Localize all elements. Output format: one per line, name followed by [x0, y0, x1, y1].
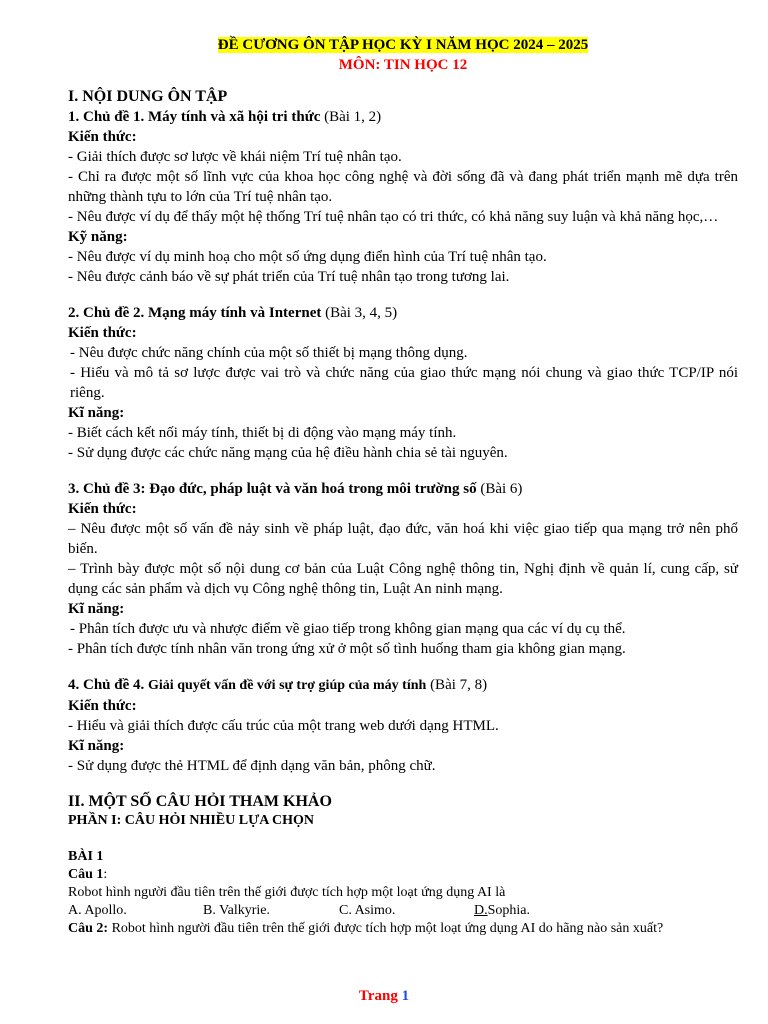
topic-title: 1. Chủ đề 1. Máy tính và xã hội tri thức (Bài 1, 2) [68, 109, 382, 125]
list-item: - Nêu được ví dụ để thấy một hệ thống Trí tuệ nhân tạo có tri thức, có khả năng suy luận và khả năng học,… [68, 209, 719, 225]
part-heading: PHẦN I: CÂU HỎI NHIỀU LỰA CHỌN [68, 813, 315, 828]
list-item: - Nêu được cảnh báo về sự phát triển của Trí tuệ nhân tạo trong tương lai. [68, 269, 510, 285]
list-item: – Trình bày được một số nội dung cơ bản của Luật Công nghệ thông tin, Nghị định về quản lí, cung cấp, sử dụng các sản phẩm và dịch vụ Công nghệ thông tin, Luật An ninh mạng. [68, 561, 738, 597]
list-item: - Phân tích được tính nhân văn trong ứng xử ở một số tình huống tham gia không gian mạng. [68, 641, 626, 657]
list-item: - Giải thích được sơ lược về khái niệm Trí tuệ nhân tạo. [68, 149, 402, 165]
skills-label: Kỹ năng: [68, 229, 128, 245]
question-1-label: Câu 1: [68, 867, 108, 882]
knowledge-label: Kiến thức: [68, 501, 137, 517]
document-content [68, 35, 738, 938]
lesson-heading: BÀI 1 [68, 849, 104, 864]
section-heading-content: I. NỘI DUNG ÔN TẬP [68, 88, 228, 105]
skills-label: Kĩ năng: [68, 405, 125, 421]
page-label: Trang [358, 988, 398, 1004]
list-item: - Hiểu và giải thích được cấu trúc của một trang web dưới dạng HTML. [68, 718, 499, 734]
list-item: - Chỉ ra được một số lĩnh vực của khoa học công nghệ và đời sống đã và đang phát triển mạnh mẽ dựa trên những thành tựu to lớn của Trí tuệ nhân tạo. [68, 169, 738, 205]
list-item: - Nêu được ví dụ minh hoạ cho một số ứng dụng điển hình của Trí tuệ nhân tạo. [68, 249, 547, 265]
list-item: – Nêu được một số vấn đề nảy sinh về pháp luật, đạo đức, văn hoá khi việc giao tiếp qua mạng trở nên phổ biến. [68, 521, 738, 557]
topic-title: 4. Chủ đề 4. Giải quyết vấn đề với sự trợ giúp của máy tính (Bài 7, 8) [68, 677, 488, 693]
topic-title: 2. Chủ đề 2. Mạng máy tính và Internet (Bài 3, 4, 5) [68, 305, 398, 321]
list-item: - Phân tích được ưu và nhược điểm về giao tiếp trong không gian mạng qua các ví dụ cụ thể. [70, 621, 626, 637]
list-item: - Nêu được chức năng chính của một số thiết bị mạng thông dụng. [70, 345, 468, 361]
topic-3 [68, 479, 738, 659]
document-title: ĐỀ CƯƠNG ÔN TẬP HỌC KỲ I NĂM HỌC 2024 – 2025 [217, 37, 589, 53]
question-2: Câu 2: Robot hình người đầu tiên trên thế giới được tích hợp một loạt ứng dụng AI do hãng nào sản xuất? [68, 921, 664, 936]
option-c: C. Asimo. [339, 903, 396, 918]
knowledge-label: Kiến thức: [68, 129, 137, 145]
list-item: - Biết cách kết nối máy tính, thiết bị di động vào mạng máy tính. [68, 425, 457, 441]
section-heading-questions: II. MỘT SỐ CÂU HỎI THAM KHẢO [68, 793, 332, 810]
skills-label: Kĩ năng: [68, 601, 125, 617]
document-subtitle: MÔN: TIN HỌC 12 [338, 57, 468, 73]
topic-1 [68, 107, 738, 287]
topic-2 [68, 303, 738, 463]
list-item: - Sử dụng được các chức năng mạng của hệ điều hành chia sẻ tài nguyên. [68, 445, 508, 461]
page-footer [0, 988, 768, 1005]
list-item: - Hiểu và mô tả sơ lược được vai trò và chức năng của giao thức mạng nói chung và giao thức TCP/IP nói riêng. [70, 365, 738, 401]
document-header [68, 35, 738, 75]
option-d: D.Sophia. [474, 903, 531, 918]
topic-title: 3. Chủ đề 3: Đạo đức, pháp luật và văn hoá trong môi trường số (Bài 6) [68, 481, 523, 497]
question-1-text: Robot hình người đầu tiên trên thế giới được tích hợp một loạt ứng dụng AI là [68, 885, 506, 900]
list-item: - Sử dụng được thẻ HTML để định dạng văn bản, phông chữ. [68, 758, 436, 774]
knowledge-label: Kiến thức: [68, 698, 137, 714]
option-a: A. Apollo. [68, 903, 127, 918]
question-1-options [68, 902, 738, 920]
option-b: B. Valkyrie. [203, 903, 271, 918]
page-number: 1 [401, 988, 410, 1004]
topic-4 [68, 675, 738, 776]
skills-label: Kĩ năng: [68, 738, 125, 754]
knowledge-label: Kiến thức: [68, 325, 137, 341]
